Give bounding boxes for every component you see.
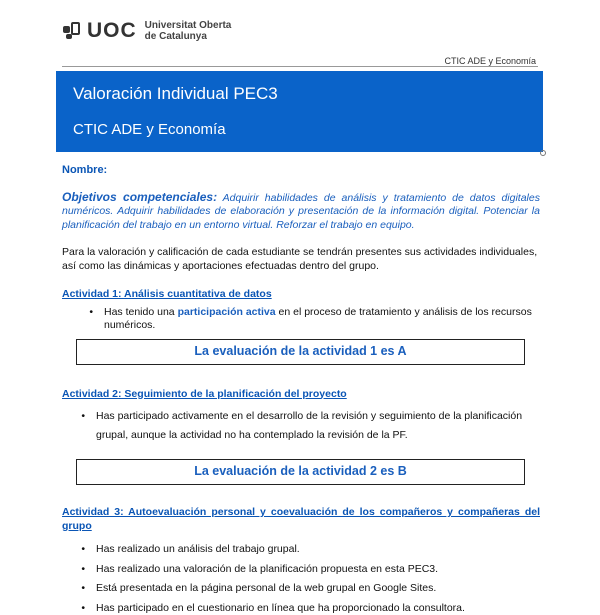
list-item: • Has realizado una valoración de la planificación propuesta en esta PEC3. [70, 563, 540, 577]
objetivos-text: Adquirir habilidades de análisis y tratamiento de datos digitales numéricos. Adquirir habilidades de elaboración y presentación de la información digital. Potenciar la planificación del trabajo en un entorno virtual. Reforzar el trabajo en equipo. [62, 192, 540, 231]
title-banner [56, 71, 543, 152]
resize-handle-icon[interactable] [540, 150, 546, 156]
logo-text: UOC [87, 19, 137, 43]
activity-2-heading: Actividad 2: Seguimiento de la planificación del proyecto [62, 388, 540, 402]
intro-paragraph: Para la valoración y calificación de cada estudiante se tendrán presentes sus actividades individuales, así como las dinámicas y aportaciones efectuadas dentro del grupo. [62, 246, 540, 273]
objetivos-paragraph [62, 191, 540, 233]
bullet-icon: • [70, 543, 96, 557]
uoc-logo-icon [63, 22, 81, 40]
list-item: • Has participado en el cuestionario en línea que ha proporcionado la consultora. [70, 602, 540, 615]
document-subtitle: CTIC ADE y Economía [73, 121, 226, 138]
bullet-icon: • [70, 407, 96, 445]
list-item: • Has realizado un análisis del trabajo grupal. [70, 543, 540, 557]
evaluation-box-2: La evaluación de la actividad 2 es B [76, 459, 525, 485]
document-body [62, 164, 540, 615]
list-item: • Está presentada en la página personal de la web grupal en Google Sites. [70, 582, 540, 596]
activity-3-heading: Actividad 3: Autoevaluación personal y coevaluación de los compañeros y compañeras del grupo [62, 506, 540, 533]
bullet-icon: • [76, 306, 104, 333]
objetivos-label: Objetivos competenciales: [62, 190, 217, 204]
activity-1-heading: Actividad 1: Análisis cuantitativa de datos [62, 288, 540, 302]
header-divider [62, 66, 538, 67]
document-title: Valoración Individual PEC3 [73, 84, 278, 104]
list-item: • Has tenido una participación activa en el proceso de tratamiento y análisis de los recursos numéricos. [76, 306, 540, 333]
header-course-label: CTIC ADE y Economía [444, 56, 536, 66]
university-name: Universitat Oberta de Catalunya [145, 20, 232, 42]
highlight-text: participación activa [178, 306, 276, 318]
nombre-label: Nombre: [62, 164, 540, 178]
bullet-icon: • [70, 563, 96, 577]
bullet-icon: • [70, 582, 96, 596]
uoc-logo [63, 19, 231, 43]
bullet-icon: • [70, 602, 96, 615]
list-item: • Has participado activamente en el desarrollo de la revisión y seguimiento de la planificación grupal, aunque la actividad no ha contemplado la revisión de la PF. [70, 407, 540, 445]
evaluation-box-1: La evaluación de la actividad 1 es A [76, 339, 525, 365]
